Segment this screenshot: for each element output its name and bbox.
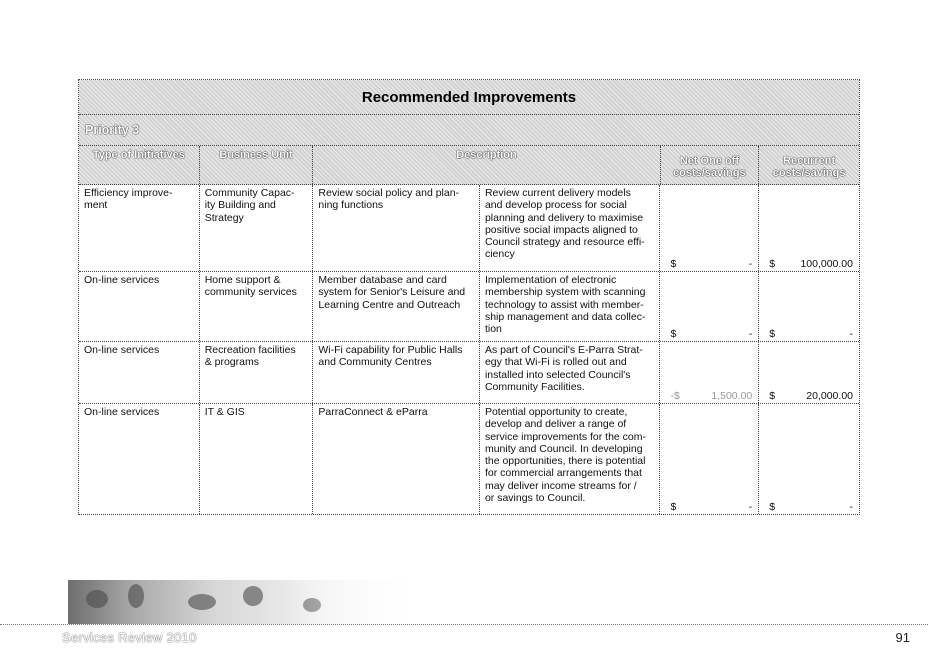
cell-type: On-line services	[79, 342, 200, 403]
net-value: -	[748, 500, 753, 513]
table-title-bar	[79, 80, 859, 115]
table-header-row	[79, 146, 859, 185]
table-row	[79, 272, 859, 342]
recurrent-value: 20,000.00	[806, 389, 853, 402]
cell-desc-short: Review social policy and plan- ning functions	[313, 185, 480, 271]
net-symbol: $	[670, 327, 677, 340]
cell-type: Efficiency improve- ment	[79, 185, 200, 271]
footer-photo-strip	[68, 580, 433, 624]
cell-net-cost	[660, 342, 759, 403]
cell-net-cost	[660, 272, 759, 341]
header-unit: Business Unit	[200, 146, 314, 184]
header-net-one-off	[661, 146, 760, 184]
cell-recurrent-cost	[759, 185, 859, 271]
priority-label: Priority 3	[85, 123, 140, 137]
cell-net-cost	[660, 185, 759, 271]
table-row	[79, 404, 859, 514]
recurrent-symbol: $	[769, 257, 776, 270]
cell-desc-long: As part of Council's E-Parra Strat- egy that Wi-Fi is rolled out and installed into selected Council's Community Facilities.	[480, 342, 661, 403]
cell-desc-short: Member database and card system for Senior's Leisure and Learning Centre and Outreach	[313, 272, 480, 341]
cell-desc-long: Implementation of electronic membership system with scanning technology to assist with member- ship management and data collec- tion	[480, 272, 661, 341]
header-description: Description	[313, 146, 660, 184]
net-value: -	[748, 257, 753, 270]
cell-desc-short: ParraConnect & eParra	[313, 404, 480, 514]
cell-unit: Home support & community services	[200, 272, 314, 341]
cell-type: On-line services	[79, 272, 200, 341]
page-number: 91	[895, 630, 910, 645]
cell-desc-long: Potential opportunity to create, develop and deliver a range of service improvements for the com- munity and Council. In developing the opportunities, there is potential for commercial arrangements that may deliver income streams for / or savings to Council.	[480, 404, 661, 514]
recurrent-value: -	[849, 500, 853, 513]
net-symbol: $	[670, 500, 677, 513]
recurrent-value: -	[849, 327, 853, 340]
recurrent-symbol: $	[769, 327, 776, 340]
cell-recurrent-cost	[759, 404, 859, 514]
cell-recurrent-cost	[759, 342, 859, 403]
footer-title: Services Review 2010	[62, 630, 197, 645]
recurrent-symbol: $	[769, 500, 776, 513]
cell-unit: Community Capac- ity Building and Strategy	[200, 185, 314, 271]
header-net-line1: Net One off	[679, 155, 740, 167]
footer-divider	[0, 624, 928, 625]
header-net-line2: costs/savings	[672, 167, 746, 179]
cell-unit: IT & GIS	[200, 404, 314, 514]
cell-net-cost	[660, 404, 759, 514]
table-row	[79, 342, 859, 404]
net-symbol: -$	[670, 389, 680, 402]
priority-bar	[79, 115, 859, 146]
net-value: -	[748, 327, 753, 340]
recurrent-symbol: $	[769, 389, 776, 402]
cell-unit: Recreation facilities & programs	[200, 342, 314, 403]
recurrent-value: 100,000.00	[800, 257, 853, 270]
table-title: Recommended Improvements	[361, 88, 577, 106]
cell-recurrent-cost	[759, 272, 859, 341]
header-recurrent	[759, 146, 859, 184]
net-symbol: $	[670, 257, 677, 270]
header-recurrent-line1: Recurrent	[783, 155, 836, 167]
net-value: 1,500.00	[711, 389, 753, 402]
header-type: Type of Initiatives	[79, 146, 200, 184]
header-recurrent-line2: costs/savings	[772, 167, 846, 179]
cell-type: On-line services	[79, 404, 200, 514]
recommended-improvements-table	[78, 79, 860, 515]
table-row	[79, 185, 859, 272]
cell-desc-short: Wi-Fi capability for Public Halls and Community Centres	[313, 342, 480, 403]
cell-desc-long: Review current delivery models and develop process for social planning and delivery to maximise positive social impacts aligned to Council strategy and resource effi- ciency	[480, 185, 661, 271]
